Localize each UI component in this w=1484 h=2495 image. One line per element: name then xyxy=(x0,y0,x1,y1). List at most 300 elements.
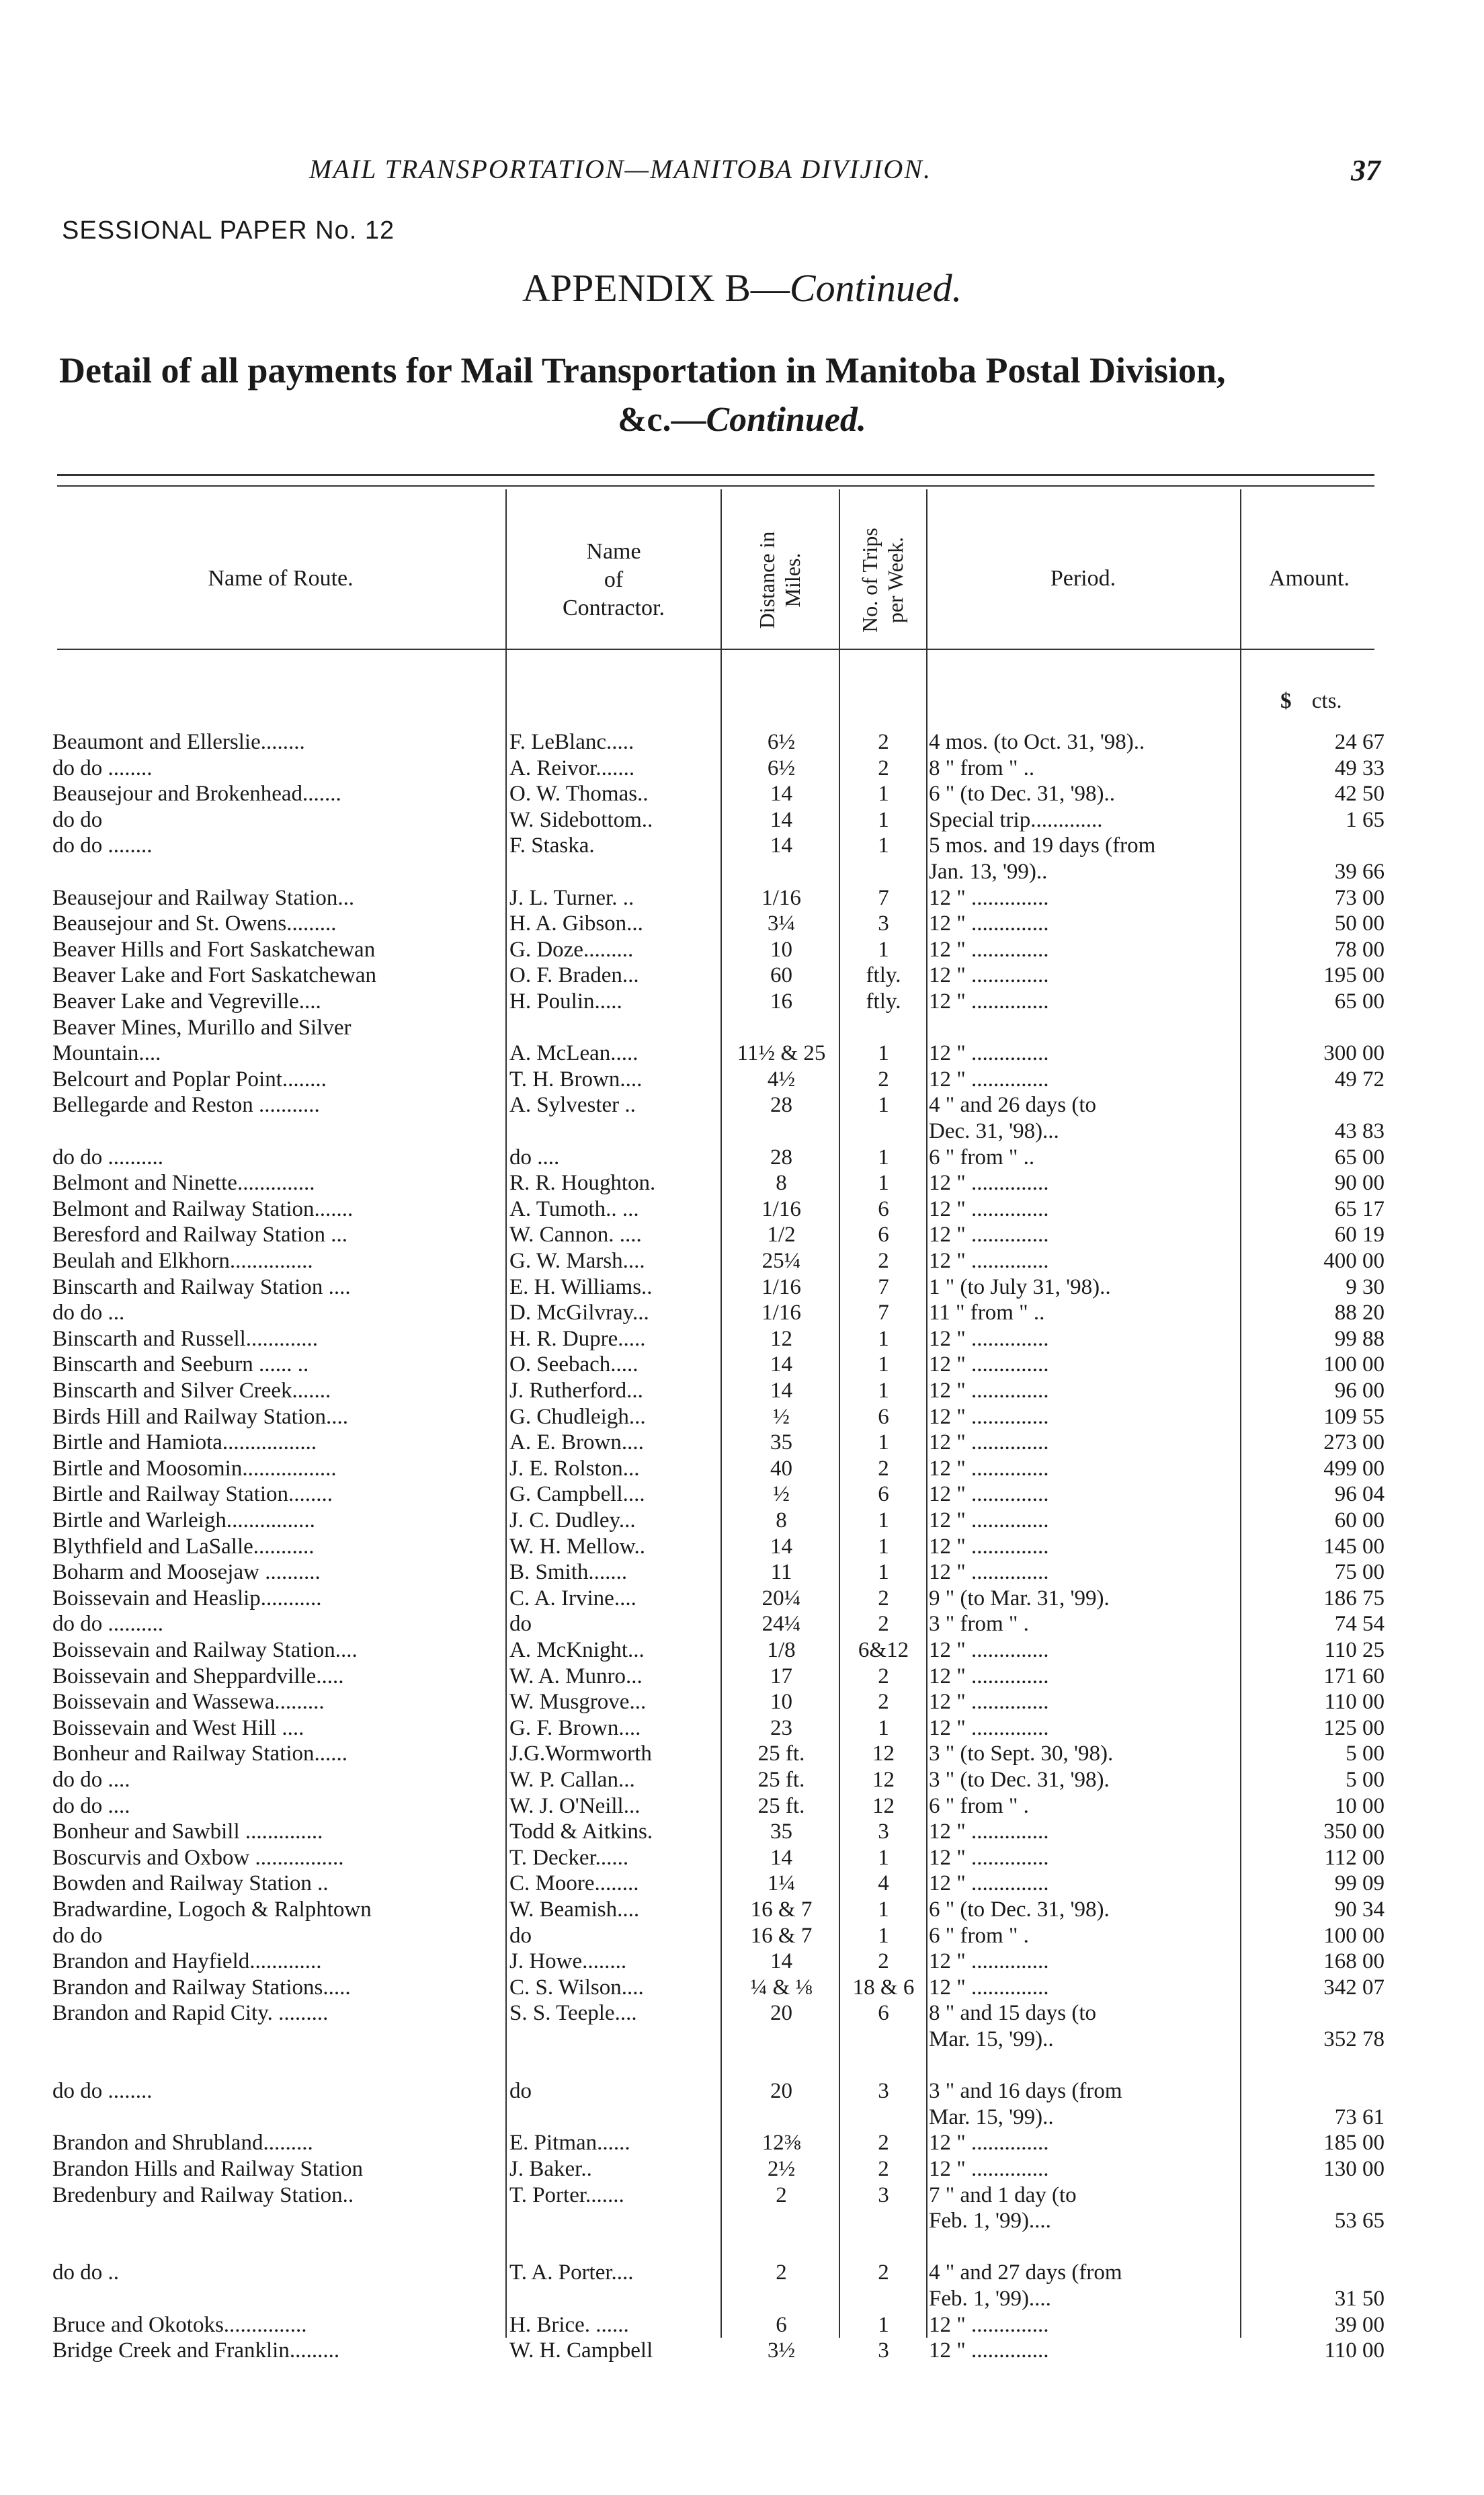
trips-per-week: 6 xyxy=(878,1223,889,1248)
trips-per-week: 1 xyxy=(878,1041,889,1066)
contractor-name: W. Cannon. .... xyxy=(509,1223,642,1248)
period: 12 " .............. xyxy=(929,1430,1049,1455)
amount: 342 07 xyxy=(1323,1975,1385,2000)
period: 6 " from " . xyxy=(929,1793,1029,1818)
period: 6 " (to Dec. 31, '98).. xyxy=(929,782,1115,807)
table-row xyxy=(0,807,1484,833)
caption-main: &c.— xyxy=(618,401,706,439)
period: 3 " (to Dec. 31, '98). xyxy=(929,1768,1110,1792)
table-row xyxy=(0,1430,1484,1455)
table-row xyxy=(0,2000,1484,2026)
table-row xyxy=(0,2027,1484,2052)
amount: 42 50 xyxy=(1334,782,1385,807)
period: 12 " .............. xyxy=(929,911,1049,936)
route-name: Bellegarde and Reston ........... xyxy=(52,1093,320,1118)
distance-miles: 10 xyxy=(770,1690,792,1715)
route-name: Birtle and Hamiota................. xyxy=(52,1430,317,1455)
route-name: Binscarth and Russell............. xyxy=(52,1326,319,1351)
table-row xyxy=(0,2338,1484,2363)
table-row xyxy=(0,1378,1484,1403)
distance-miles: 1/2 xyxy=(767,1223,796,1248)
trips-per-week: 2 xyxy=(878,2131,889,2156)
trips-per-week: 2 xyxy=(878,1456,889,1481)
contractor-name: G. Doze......... xyxy=(509,937,634,962)
route-name: Boissevain and Sheppardville..... xyxy=(52,1664,344,1688)
table-row xyxy=(0,1326,1484,1352)
amount: 110 00 xyxy=(1324,1690,1385,1715)
amount: 88 20 xyxy=(1334,1301,1385,1325)
period: 6 " (to Dec. 31, '98). xyxy=(929,1897,1110,1922)
route-name: Beausejour and Brokenhead....... xyxy=(52,782,341,807)
amount: 65 00 xyxy=(1334,1145,1385,1170)
contractor-name: O. Seebach..... xyxy=(509,1352,638,1377)
trips-per-week: 6 xyxy=(878,2001,889,2026)
route-name: Birtle and Railway Station........ xyxy=(52,1482,333,1507)
distance-miles: ¼ & ⅛ xyxy=(750,1975,813,2000)
distance-miles: 2 xyxy=(776,2260,787,2285)
table-row xyxy=(0,1092,1484,1118)
distance-miles: 1/16 xyxy=(761,885,801,910)
route-name: Brandon and Railway Stations..... xyxy=(52,1975,351,2000)
contractor-head-1: Name xyxy=(586,539,641,564)
distance-miles: 16 xyxy=(770,989,792,1014)
trips-per-week: 2 xyxy=(878,2157,889,2181)
distance-miles: 1/8 xyxy=(767,1638,796,1662)
table-row xyxy=(0,1975,1484,2000)
period: 12 " .............. xyxy=(929,963,1049,988)
contractor-name: O. F. Braden... xyxy=(509,963,639,988)
distance-miles: 14 xyxy=(770,833,792,858)
distance-miles: 20 xyxy=(770,2079,792,2104)
trips-per-week: 7 xyxy=(878,885,889,910)
trips-per-week: 2 xyxy=(878,2260,889,2285)
contractor-name: H. R. Dupre..... xyxy=(509,1326,646,1351)
amount: 273 00 xyxy=(1323,1430,1385,1455)
table-row xyxy=(0,1637,1484,1663)
distance-miles: 28 xyxy=(770,1093,792,1118)
route-name: Boissevain and West Hill .... xyxy=(52,1715,304,1740)
table-row xyxy=(0,1534,1484,1559)
table-row xyxy=(0,1222,1484,1248)
amount: 168 00 xyxy=(1323,1949,1385,1974)
amount: 350 00 xyxy=(1323,1819,1385,1844)
distance-miles: 6 xyxy=(776,2312,787,2337)
trips-per-week: 2 xyxy=(878,1664,889,1688)
period: 12 " .............. xyxy=(929,1067,1049,1092)
amount: 78 00 xyxy=(1334,937,1385,962)
table-row xyxy=(0,833,1484,858)
period: 1 " (to July 31, '98).. xyxy=(929,1274,1111,1299)
route-name: Beaver Lake and Vegreville.... xyxy=(52,989,321,1014)
distance-miles: 1/16 xyxy=(761,1274,801,1299)
period: 9 " (to Mar. 31, '99). xyxy=(929,1586,1110,1610)
period: 12 " .............. xyxy=(929,1638,1049,1662)
distance-miles: 2½ xyxy=(767,2157,796,2181)
amount: 73 00 xyxy=(1334,885,1385,910)
route-name: Belmont and Railway Station....... xyxy=(52,1196,354,1221)
distance-head-1: Distance in xyxy=(755,531,779,629)
table-row xyxy=(0,2312,1484,2338)
route-name: Birtle and Warleigh................ xyxy=(52,1508,315,1532)
trips-per-week: 12 xyxy=(872,1768,895,1792)
route-name: Birds Hill and Railway Station.... xyxy=(52,1404,348,1429)
contractor-name: G. Campbell.... xyxy=(509,1482,645,1507)
trips-per-week: 1 xyxy=(878,1845,889,1870)
table-row xyxy=(0,1170,1484,1196)
period: 4 " and 26 days (to xyxy=(929,1093,1097,1118)
period: 12 " .............. xyxy=(929,1560,1049,1585)
route-name: Boharm and Moosejaw .......... xyxy=(52,1560,321,1585)
contractor-name: J. Rutherford... xyxy=(509,1379,643,1403)
distance-miles: 14 xyxy=(770,1534,792,1559)
route-name: Bridge Creek and Franklin......... xyxy=(52,2338,340,2363)
amount: 300 00 xyxy=(1323,1041,1385,1066)
table-row xyxy=(0,755,1484,781)
contractor-name: B. Smith....... xyxy=(509,1560,628,1585)
contractor-name: H. Brice. ...... xyxy=(509,2312,629,2337)
contractor-name: J.G.Wormworth xyxy=(509,1742,652,1766)
contractor-name: T. A. Porter.... xyxy=(509,2260,634,2285)
route-name: Beulah and Elkhorn............... xyxy=(52,1249,313,1273)
amount: 60 19 xyxy=(1334,1223,1385,1248)
distance-miles: 11 xyxy=(770,1560,792,1585)
period: 12 " .............. xyxy=(929,1845,1049,1870)
amount: 75 00 xyxy=(1334,1560,1385,1585)
period: Feb. 1, '99).... xyxy=(929,2209,1051,2234)
table-row xyxy=(0,1067,1484,1092)
contractor-head-2: of xyxy=(604,567,624,592)
trips-per-week: 2 xyxy=(878,1067,889,1092)
contractor-name: A. E. Brown.... xyxy=(509,1430,644,1455)
contractor-name: E. H. Williams.. xyxy=(509,1274,653,1299)
distance-miles: 4½ xyxy=(767,1067,796,1092)
table-row xyxy=(0,1248,1484,1274)
trips-per-week: 1 xyxy=(878,1715,889,1740)
trips-per-week: 2 xyxy=(878,755,889,780)
distance-miles: 14 xyxy=(770,782,792,807)
period: 12 " .............. xyxy=(929,1690,1049,1715)
trips-per-week: 3 xyxy=(878,2338,889,2363)
distance-miles: 8 xyxy=(776,1171,787,1196)
contractor-name: W. J. O'Neill... xyxy=(509,1793,641,1818)
route-name: Beausejour and Railway Station... xyxy=(52,885,355,910)
period: Mar. 15, '99).. xyxy=(929,2104,1054,2129)
trips-per-week: 6&12 xyxy=(858,1638,909,1662)
route-name: Beausejour and St. Owens......... xyxy=(52,911,337,936)
period: 12 " .............. xyxy=(929,2157,1049,2181)
trips-head-2: per Week. xyxy=(883,536,907,624)
table-row xyxy=(0,2104,1484,2130)
distance-miles: 16 & 7 xyxy=(750,1897,813,1922)
col-head-route: Name of Route. xyxy=(208,566,354,591)
trips-per-week: 7 xyxy=(878,1274,889,1299)
distance-miles: 25 ft. xyxy=(757,1793,805,1818)
amount: 171 60 xyxy=(1323,1664,1385,1688)
table-row xyxy=(0,1118,1484,1144)
table-row xyxy=(0,1015,1484,1040)
amount: 110 00 xyxy=(1324,2338,1385,2363)
amount: 110 25 xyxy=(1324,1638,1385,1662)
route-name: Beaver Lake and Fort Saskatchewan xyxy=(52,963,376,988)
route-name: do do .......... xyxy=(52,1145,163,1170)
distance-miles: 28 xyxy=(770,1145,792,1170)
route-name: Bonheur and Railway Station...... xyxy=(52,1742,348,1766)
contractor-name: W. H. Mellow.. xyxy=(509,1534,645,1559)
table-row xyxy=(0,1715,1484,1741)
route-name: do do .......... xyxy=(52,1612,163,1637)
table-row xyxy=(0,1949,1484,1974)
trips-per-week: 2 xyxy=(878,1586,889,1610)
route-name: Bruce and Okotoks............... xyxy=(52,2312,307,2337)
trips-per-week: 1 xyxy=(878,1430,889,1455)
period: 12 " .............. xyxy=(929,885,1049,910)
table-row xyxy=(0,1819,1484,1844)
trips-per-week: 2 xyxy=(878,730,889,754)
table-row xyxy=(0,1845,1484,1871)
table-row xyxy=(0,1481,1484,1507)
trips-per-week: 4 xyxy=(878,1871,889,1896)
period: 12 " .............. xyxy=(929,1352,1049,1377)
table-row xyxy=(0,1456,1484,1481)
amount: 99 09 xyxy=(1334,1871,1385,1896)
amount: 43 83 xyxy=(1334,1119,1385,1143)
trips-per-week: 2 xyxy=(878,1249,889,1273)
amount: 73 61 xyxy=(1334,2104,1385,2129)
table-row xyxy=(0,1404,1484,1430)
period: 12 " .............. xyxy=(929,1456,1049,1481)
distance-miles: ½ xyxy=(773,1482,790,1507)
route-name: Beaver Mines, Murillo and Silver xyxy=(52,1015,352,1040)
trips-per-week: 1 xyxy=(878,1379,889,1403)
table-row xyxy=(0,1586,1484,1611)
contractor-name: W. H. Campbell xyxy=(509,2338,653,2363)
period: 8 " from " .. xyxy=(929,755,1035,780)
contractor-name: W. Musgrove... xyxy=(509,1690,647,1715)
distance-miles: 1/16 xyxy=(761,1301,801,1325)
contractor-name: R. R. Houghton. xyxy=(509,1171,656,1196)
contractor-name: H. Poulin..... xyxy=(509,989,622,1014)
period: Mar. 15, '99).. xyxy=(929,2027,1054,2051)
period: 11 " from " .. xyxy=(929,1301,1045,1325)
amount: 90 34 xyxy=(1334,1897,1385,1922)
trips-per-week: 1 xyxy=(878,1923,889,1948)
contractor-name: A. Reivor....... xyxy=(509,755,635,780)
contractor-name: G. Chudleigh... xyxy=(509,1404,646,1429)
contractor-name: G. W. Marsh.... xyxy=(509,1249,645,1273)
period: 3 " (to Sept. 30, '98). xyxy=(929,1742,1114,1766)
route-name: Belmont and Ninette.............. xyxy=(52,1171,315,1196)
route-name: Binscarth and Seeburn ...... .. xyxy=(52,1352,309,1377)
table-row xyxy=(0,1767,1484,1793)
amount: 400 00 xyxy=(1323,1249,1385,1273)
distance-miles: 35 xyxy=(770,1430,792,1455)
distance-miles: 23 xyxy=(770,1715,792,1740)
sessional-paper-label: SESSIONAL PAPER No. 12 xyxy=(62,216,395,245)
contractor-name: W. Beamish.... xyxy=(509,1897,640,1922)
table-row xyxy=(0,1300,1484,1325)
table-row xyxy=(0,2234,1484,2260)
amount: 125 00 xyxy=(1323,1715,1385,1740)
period: 12 " .............. xyxy=(929,1508,1049,1532)
distance-miles: 25 ft. xyxy=(757,1768,805,1792)
amount: 31 50 xyxy=(1334,2287,1385,2311)
contractor-name: W. P. Callan... xyxy=(509,1768,635,1792)
table-row xyxy=(0,963,1484,988)
table-row xyxy=(0,885,1484,911)
contractor-name: J. E. Rolston... xyxy=(509,1456,640,1481)
col-head-contractor xyxy=(508,538,719,622)
distance-miles: 6½ xyxy=(767,730,796,754)
distance-miles: 2 xyxy=(776,2182,787,2207)
dollar-sign: $ xyxy=(1280,689,1292,713)
distance-miles: 12⅜ xyxy=(761,2131,801,2156)
contractor-name: D. McGilvray... xyxy=(509,1301,649,1325)
table-caption-line-1: Detail of all payments for Mail Transportation in Manitoba Postal Division, xyxy=(59,350,1226,391)
amount: 5 00 xyxy=(1346,1768,1385,1792)
trips-per-week: 1 xyxy=(878,833,889,858)
table-row xyxy=(0,1871,1484,1896)
contractor-name: H. A. Gibson... xyxy=(509,911,643,936)
contractor-name: A. McLean..... xyxy=(509,1041,638,1066)
table-row xyxy=(0,1040,1484,1066)
trips-per-week: 1 xyxy=(878,1534,889,1559)
amount: 53 65 xyxy=(1334,2209,1385,2234)
col-head-trips xyxy=(857,513,908,647)
appendix-main: APPENDIX B— xyxy=(522,266,790,310)
period: 12 " .............. xyxy=(929,1664,1049,1688)
period: Jan. 13, '99).. xyxy=(929,860,1048,884)
contractor-name: T. Porter....... xyxy=(509,2182,624,2207)
period: Dec. 31, '98)... xyxy=(929,1119,1059,1143)
amount: 49 33 xyxy=(1334,755,1385,780)
distance-miles: 3½ xyxy=(767,2338,796,2363)
distance-miles: 11½ & 25 xyxy=(737,1041,826,1066)
contractor-name: J. Howe........ xyxy=(509,1949,627,1974)
table-row xyxy=(0,2053,1484,2078)
contractor-name: E. Pitman...... xyxy=(509,2131,630,2156)
period: 7 " and 1 day (to xyxy=(929,2182,1077,2207)
amount: 24 67 xyxy=(1334,730,1385,754)
route-name: do do .. xyxy=(52,2260,119,2285)
amount: 99 88 xyxy=(1334,1326,1385,1351)
route-name: Boissevain and Railway Station.... xyxy=(52,1638,358,1662)
table-row xyxy=(0,1689,1484,1715)
amount: 186 75 xyxy=(1323,1586,1385,1610)
amount: 130 00 xyxy=(1323,2157,1385,2181)
route-name: Bredenbury and Railway Station.. xyxy=(52,2182,354,2207)
contractor-name: T. Decker...... xyxy=(509,1845,629,1870)
contractor-name: do xyxy=(509,1612,532,1637)
page-number: 37 xyxy=(1351,154,1380,187)
table-row xyxy=(0,1923,1484,1949)
col-head-amount: Amount. xyxy=(1269,566,1350,591)
distance-miles: 25 ft. xyxy=(757,1742,805,1766)
route-name: Birtle and Moosomin................. xyxy=(52,1456,337,1481)
distance-miles: 17 xyxy=(770,1664,792,1688)
route-name: Bowden and Railway Station .. xyxy=(52,1871,329,1896)
period: 12 " .............. xyxy=(929,1871,1049,1896)
route-name: Bradwardine, Logoch & Ralphtown xyxy=(52,1897,372,1922)
trips-per-week: 1 xyxy=(878,807,889,832)
route-name: Bonheur and Sawbill .............. xyxy=(52,1819,323,1844)
amount: 39 00 xyxy=(1334,2312,1385,2337)
amount: 5 00 xyxy=(1346,1742,1385,1766)
contractor-name: J. Baker.. xyxy=(509,2157,592,2181)
contractor-name: F. LeBlanc..... xyxy=(509,730,634,754)
period: 12 " .............. xyxy=(929,2338,1049,2363)
period: 4 mos. (to Oct. 31, '98).. xyxy=(929,730,1145,754)
contractor-name: F. Staska. xyxy=(509,833,595,858)
table-row xyxy=(0,729,1484,755)
route-name: do do ........ xyxy=(52,755,153,780)
table-row xyxy=(0,2286,1484,2312)
distance-miles: 14 xyxy=(770,1845,792,1870)
contractor-name: J. L. Turner. .. xyxy=(509,885,634,910)
route-name: do do .... xyxy=(52,1793,130,1818)
contractor-name: do xyxy=(509,2079,532,2104)
route-name: Belcourt and Poplar Point........ xyxy=(52,1067,327,1092)
amount: 109 55 xyxy=(1323,1404,1385,1429)
col-head-distance xyxy=(754,513,805,647)
contractor-name: A. McKnight... xyxy=(509,1638,645,1662)
trips-per-week: 18 & 6 xyxy=(852,1975,915,2000)
trips-per-week: 1 xyxy=(878,1897,889,1922)
trips-per-week: 1 xyxy=(878,782,889,807)
amount: 96 04 xyxy=(1334,1482,1385,1507)
amount: 499 00 xyxy=(1323,1456,1385,1481)
amount: 185 00 xyxy=(1323,2131,1385,2156)
amount: 352 78 xyxy=(1323,2027,1385,2051)
trips-per-week: 1 xyxy=(878,1508,889,1532)
cents-label: cts. xyxy=(1311,689,1342,713)
amount: 195 00 xyxy=(1323,963,1385,988)
distance-miles: 40 xyxy=(770,1456,792,1481)
contractor-name: S. S. Teeple.... xyxy=(509,2001,637,2026)
trips-per-week: 1 xyxy=(878,1145,889,1170)
contractor-name: T. H. Brown.... xyxy=(509,1067,643,1092)
table-row xyxy=(0,2260,1484,2285)
table-row xyxy=(0,1897,1484,1922)
contractor-name: C. Moore........ xyxy=(509,1871,639,1896)
period: 12 " .............. xyxy=(929,1819,1049,1844)
table-row xyxy=(0,937,1484,963)
table-row xyxy=(0,1274,1484,1300)
trips-per-week: ftly. xyxy=(866,963,901,988)
trips-head-1: No. of Trips xyxy=(858,528,882,632)
table-row xyxy=(0,1611,1484,1637)
period: 12 " .............. xyxy=(929,1715,1049,1740)
route-name: Mountain.... xyxy=(52,1041,161,1066)
trips-per-week: 6 xyxy=(878,1482,889,1507)
route-name: do do xyxy=(52,807,103,832)
table-caption-line-2 xyxy=(0,400,1484,440)
amount: 100 00 xyxy=(1323,1923,1385,1948)
distance-miles: 24¼ xyxy=(761,1612,801,1637)
route-name: do do ........ xyxy=(52,2079,153,2104)
amount: 90 00 xyxy=(1334,1171,1385,1196)
period: 12 " .............. xyxy=(929,1482,1049,1507)
route-name: Binscarth and Railway Station .... xyxy=(52,1274,351,1299)
distance-miles: 3¼ xyxy=(767,911,796,936)
period: 12 " .............. xyxy=(929,1975,1049,2000)
table-row xyxy=(0,781,1484,807)
top-rule xyxy=(57,474,1374,476)
trips-per-week: 2 xyxy=(878,1612,889,1637)
table-row xyxy=(0,859,1484,885)
trips-per-week: 3 xyxy=(878,1819,889,1844)
route-name: Brandon Hills and Railway Station xyxy=(52,2157,363,2181)
trips-per-week: 12 xyxy=(872,1742,895,1766)
